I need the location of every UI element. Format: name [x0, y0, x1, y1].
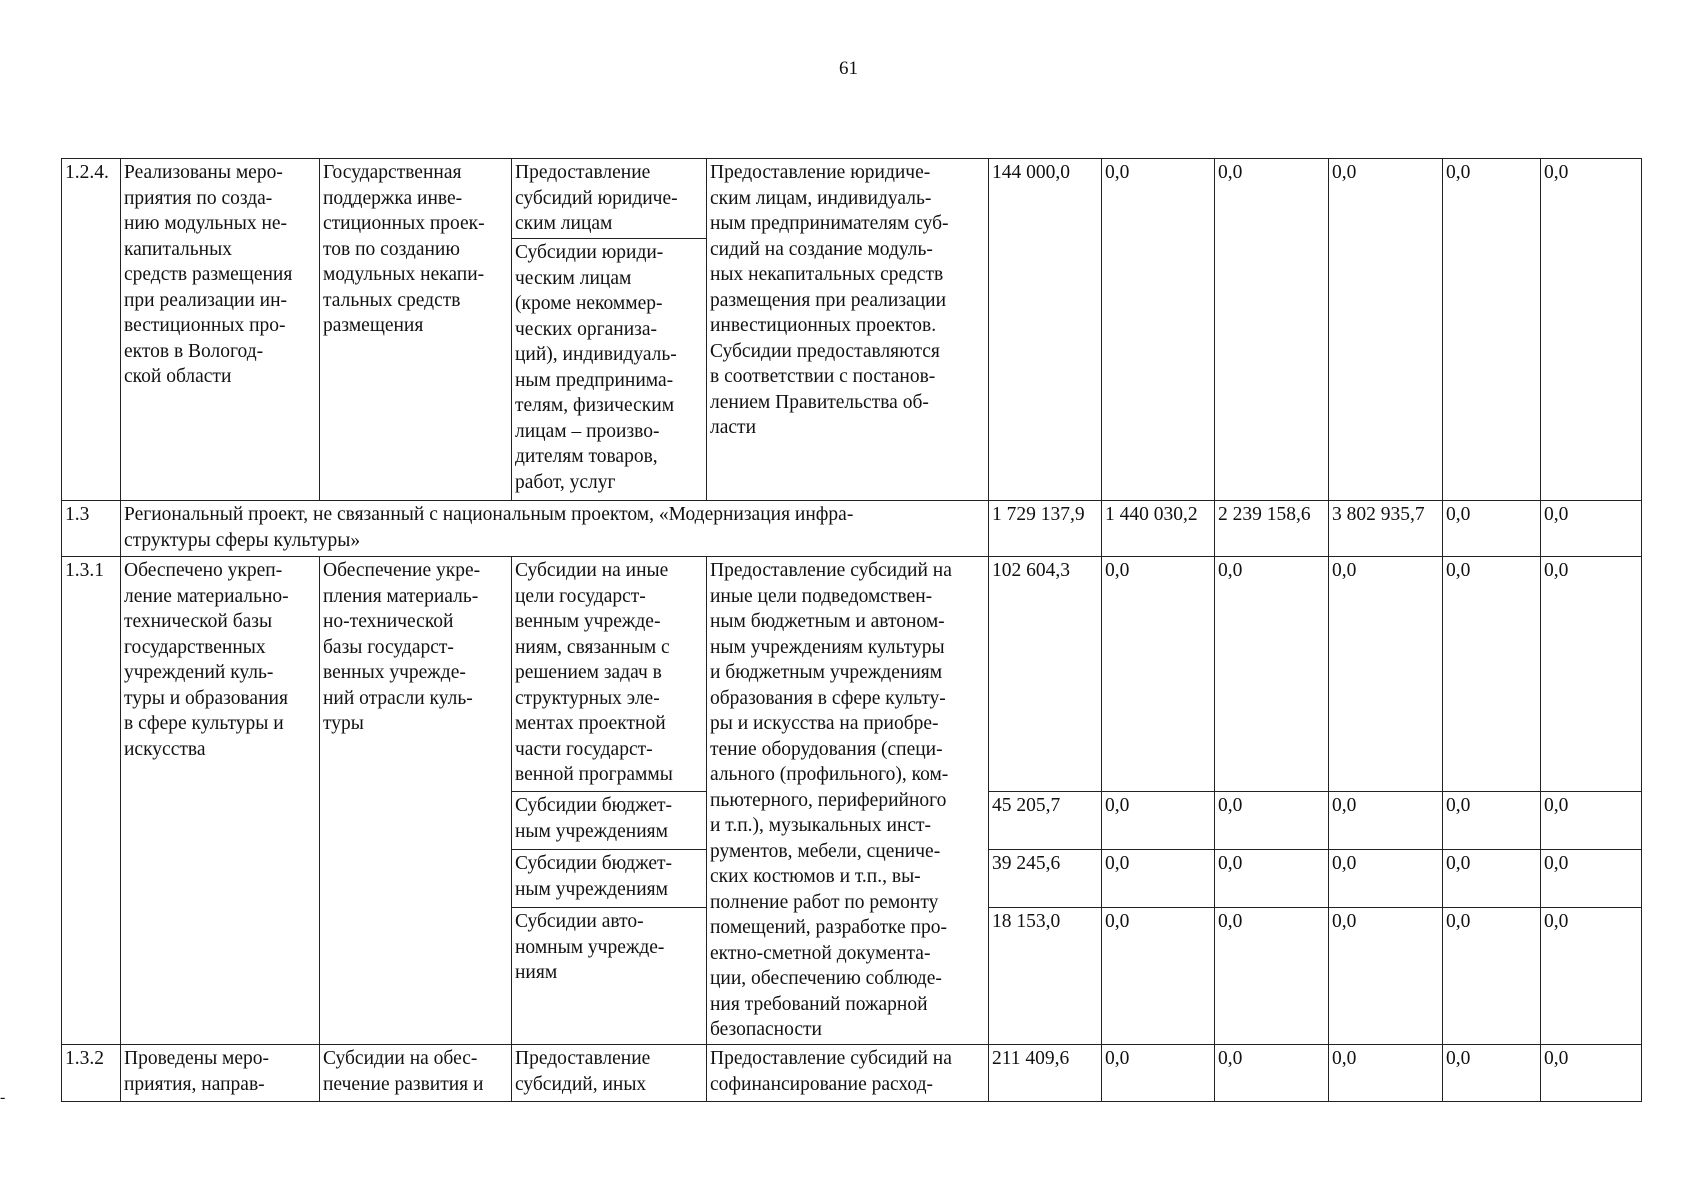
value-cell: 1 440 030,2	[1102, 501, 1215, 557]
value-cell: 2 239 158,6	[1215, 501, 1329, 557]
value-cell: 0,0	[1329, 1045, 1443, 1102]
value-cell: 1 729 137,9	[989, 501, 1102, 557]
value-cell: 45 205,7	[989, 792, 1102, 850]
value-cell: 0,0	[1443, 159, 1541, 501]
direction-cell: Субсидии бюджет- ным учреждениям	[512, 792, 707, 850]
description-cell: Предоставление юридиче- ским лицам, индивидуаль- ным предпринимателям суб- сидий на создание модуль- ных некапитальных средств размещения при реализации инвестиционных проектов. Субсидии предоставляются в соответствии с постанов- лением Правительства об- ласти	[707, 159, 989, 501]
value-cell: 0,0	[1329, 908, 1443, 1045]
result-cell: Реализованы меро- приятия по созда- нию модульных не- капитальных средств размещения при реализации ин- вестиционных про- ектов в Вологод- ской области	[121, 159, 320, 501]
value-cell: 0,0	[1215, 159, 1329, 501]
edge-mark: -	[0, 1089, 6, 1106]
value-cell: 0,0	[1215, 908, 1329, 1045]
value-cell: 0,0	[1102, 557, 1215, 792]
row-code: 1.2.4.	[62, 159, 121, 501]
value-cell: 0,0	[1102, 159, 1215, 501]
direction-cell: Субсидии бюджет- ным учреждениям	[512, 850, 707, 908]
value-cell: 0,0	[1102, 908, 1215, 1045]
value-cell: 0,0	[1443, 908, 1541, 1045]
value-cell: 144 000,0	[989, 159, 1102, 501]
value-cell: 0,0	[1102, 1045, 1215, 1102]
row-code: 1.3	[62, 501, 121, 557]
value-cell: 0,0	[1443, 1045, 1541, 1102]
value-cell: 3 802 935,7	[1329, 501, 1443, 557]
value-cell: 0,0	[1329, 850, 1443, 908]
program-table	[61, 158, 1642, 1102]
value-cell: 18 153,0	[989, 908, 1102, 1045]
value-cell: 0,0	[1541, 908, 1642, 1045]
value-cell: 0,0	[1102, 792, 1215, 850]
value-cell: 0,0	[1443, 557, 1541, 792]
description-cell: Предоставление субсидий на софинансирование расход-	[707, 1045, 989, 1102]
direction-cell: Субсидии юриди- ческим лицам (кроме некоммер- ческих организа- ций), индивидуаль- ным предпринима- телям, физическим лицам – произво- дителям товаров, работ, услуг	[512, 239, 707, 501]
value-cell: 0,0	[1541, 1045, 1642, 1102]
description-cell: Предоставление субсидий на иные цели подведомствен- ным бюджетным и автоном- ным учреждениям культуры и бюджетным учреждениям образования в сфере культу- ры и искусства на приобре- тение оборудования (специ- ального (профильного), ком- пьютерного, периферийного и т.п.), музыкальных инст- рументов, мебели, сцениче- ских костюмов и т.п., вы- полнение работ по ремонту помещений, разработке про- ектно-сметной документа- ции, обеспечению соблюде- ния требований пожарной безопасности	[707, 557, 989, 1045]
value-cell: 39 245,6	[989, 850, 1102, 908]
table-row	[62, 1045, 1642, 1102]
row-code: 1.3.1	[62, 557, 121, 1045]
page-number: 61	[839, 58, 858, 79]
value-cell: 0,0	[1329, 159, 1443, 501]
value-cell: 0,0	[1443, 501, 1541, 557]
value-cell: 0,0	[1541, 792, 1642, 850]
value-cell: 0,0	[1102, 850, 1215, 908]
row-code: 1.3.2	[62, 1045, 121, 1102]
table-row	[62, 557, 1642, 792]
project-title: Региональный проект, не связанный с национальным проектом, «Модернизация инфра- структуры сферы культуры»	[121, 501, 989, 557]
measure-cell: Государственная поддержка инве- стиционных проек- тов по созданию модульных некапи- тальных средств размещения	[320, 159, 512, 501]
direction-cell: Предоставление субсидий, иных	[512, 1045, 707, 1102]
value-cell: 0,0	[1215, 792, 1329, 850]
table-row	[62, 159, 1642, 239]
value-cell: 0,0	[1215, 850, 1329, 908]
direction-cell: Субсидии на иные цели государст- венным учрежде- ниям, связанным с решением задач в структурных эле- ментах проектной части государст- венной программы	[512, 557, 707, 792]
result-cell: Проведены меро- приятия, направ-	[121, 1045, 320, 1102]
value-cell: 0,0	[1329, 792, 1443, 850]
direction-cell: Субсидии авто- номным учрежде- ниям	[512, 908, 707, 1045]
value-cell: 211 409,6	[989, 1045, 1102, 1102]
value-cell: 0,0	[1215, 1045, 1329, 1102]
value-cell: 0,0	[1541, 850, 1642, 908]
value-cell: 0,0	[1215, 557, 1329, 792]
direction-cell: Предоставление субсидий юридиче- ским лицам	[512, 159, 707, 239]
result-cell: Обеспечено укреп- ление материально- технической базы государственных учреждений куль- туры и образования в сфере культуры и искусства	[121, 557, 320, 1045]
value-cell: 102 604,3	[989, 557, 1102, 792]
value-cell: 0,0	[1443, 792, 1541, 850]
value-cell: 0,0	[1541, 159, 1642, 501]
value-cell: 0,0	[1329, 557, 1443, 792]
table-row	[62, 501, 1642, 557]
measure-cell: Субсидии на обес- печение развития и	[320, 1045, 512, 1102]
value-cell: 0,0	[1541, 501, 1642, 557]
measure-cell: Обеспечение укре- пления материаль- но-технической базы государст- венных учрежде- ний отрасли куль- туры	[320, 557, 512, 1045]
value-cell: 0,0	[1541, 557, 1642, 792]
value-cell: 0,0	[1443, 850, 1541, 908]
